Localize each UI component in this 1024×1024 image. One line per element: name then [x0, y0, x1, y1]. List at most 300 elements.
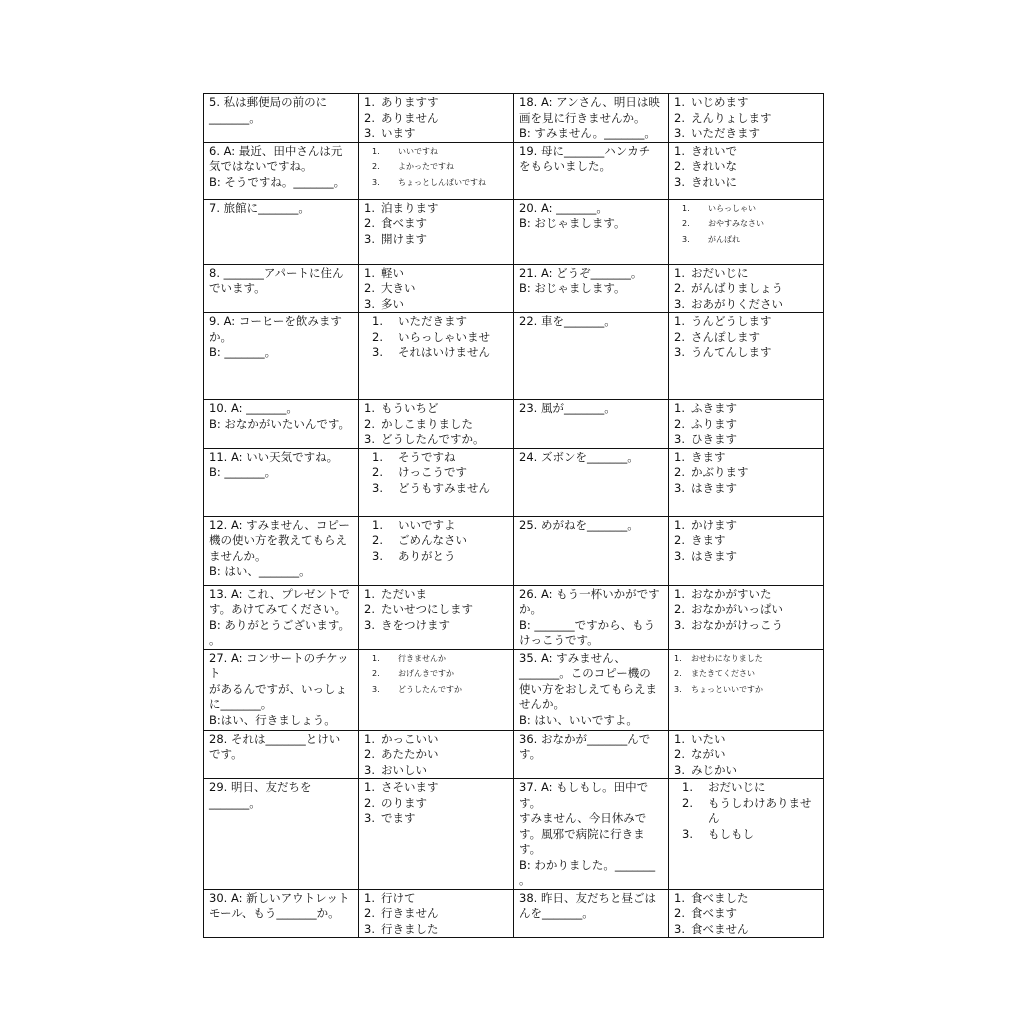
question-text: 8. _______アパートに住ん [209, 265, 344, 280]
option-number: 3. [364, 432, 375, 446]
option-text: さんぽします [691, 329, 760, 344]
option-number: 2. [372, 533, 383, 547]
option-text: きます [691, 533, 726, 547]
options-list [364, 891, 509, 938]
option-number: 2. [364, 906, 375, 920]
option-number: 3. [674, 480, 685, 495]
options-list [674, 587, 819, 634]
options-cell [669, 779, 824, 890]
question-text: B: はい、いいですよ。 [519, 712, 638, 727]
option-item [364, 201, 509, 217]
question-text: すみません、今日休みで [519, 811, 647, 825]
question-text: B: おなかがいたいんです。 [209, 416, 350, 431]
question-text: 28. それは_______とけい [209, 731, 341, 746]
option-number: 2. [674, 747, 685, 761]
question-text: 27. A: コンサートのチケット [209, 650, 349, 680]
question-text: 18. A: アンさん、明日は映 [519, 95, 660, 109]
question-text: か。 [519, 602, 542, 616]
question-cell [204, 142, 359, 199]
option-number: 2. [364, 747, 375, 761]
options-list [364, 651, 509, 698]
options-list [674, 450, 819, 497]
question-cell [204, 264, 359, 313]
question-text: B: _______。 [209, 345, 277, 359]
options-list [364, 266, 509, 313]
option-text: いらっしゃいませ [398, 329, 490, 344]
question-text: B: はい、_______。 [209, 564, 311, 578]
option-item [364, 763, 509, 779]
option-text: ながい [691, 747, 726, 761]
question-text: 10. A: _______。 [209, 401, 298, 415]
option-text: はきます [691, 480, 737, 495]
option-text: それはいけません [398, 345, 490, 359]
option-number: 3. [674, 174, 685, 189]
option-number: 1. [364, 200, 375, 215]
option-item [364, 587, 509, 603]
question-cell [204, 313, 359, 400]
option-text: かっこいい [381, 731, 439, 746]
options-cell [669, 516, 824, 585]
question-text: 29. 明日、友だちを [209, 780, 312, 794]
option-item [364, 906, 509, 922]
option-text: 食べます [381, 216, 427, 230]
option-text: おげんきですか [398, 669, 454, 678]
option-item [674, 666, 819, 682]
options-cell [359, 264, 514, 313]
options-list [674, 651, 819, 698]
question-text: B: わかりました。_______ [519, 857, 656, 872]
option-text: 軽い [381, 265, 404, 280]
question-text: ませんか。 [209, 548, 267, 563]
question-text: _______。 [209, 110, 261, 125]
option-text: きます [691, 449, 726, 464]
question-text: 20. A: _______。 [519, 200, 608, 215]
option-text: ただいま [381, 586, 427, 601]
option-text: ちょっとしんぱいですね [398, 177, 486, 187]
option-number: 3. [372, 548, 383, 563]
option-item [364, 549, 509, 565]
option-text: どうしたんですか。 [381, 432, 485, 446]
option-text: 食べません [691, 921, 749, 936]
question-row [204, 313, 824, 400]
option-text: います [381, 126, 416, 140]
option-number: 3. [674, 296, 685, 311]
option-item [364, 297, 509, 313]
option-text: きをつけます [381, 617, 450, 632]
question-text: 22. 車を_______。 [519, 314, 616, 328]
question-cell [514, 264, 669, 313]
worksheet [203, 93, 823, 938]
question-text: 12. A: すみません、コピー [209, 517, 350, 532]
option-item [674, 827, 819, 843]
question-text: 38. 昨日、友だちと昼ごは [519, 890, 656, 905]
option-item [674, 481, 819, 497]
options-cell [359, 516, 514, 585]
question-text: モール、もう_______か。 [209, 906, 340, 920]
option-text: ありません [381, 110, 439, 125]
question-row [204, 400, 824, 449]
option-item [674, 891, 819, 907]
option-item [364, 811, 509, 827]
option-item [674, 922, 819, 938]
question-cell [514, 585, 669, 649]
option-item [674, 126, 819, 142]
question-cell [514, 889, 669, 938]
question-text: B: _______。 [209, 465, 277, 479]
options-cell [669, 94, 824, 143]
question-cell [204, 448, 359, 516]
option-number: 3. [682, 826, 693, 841]
question-text: 5. 私は郵便局の前のに [209, 95, 328, 109]
option-text: みじかい [691, 762, 737, 777]
question-text: に_______。 [209, 697, 273, 711]
option-number: 1. [372, 146, 380, 156]
option-number: 1. [364, 890, 375, 905]
question-text: す。 [519, 747, 542, 761]
option-number: 2. [372, 329, 383, 344]
question-text: 使い方をおしえてもらえま [519, 681, 657, 696]
option-item [364, 481, 509, 497]
question-row [204, 889, 824, 938]
question-text: せんか。 [519, 697, 565, 711]
option-item [674, 144, 819, 160]
option-item [364, 432, 509, 448]
option-text: 行きませんか [398, 653, 446, 663]
option-number: 2. [372, 465, 383, 479]
question-cell [204, 889, 359, 938]
question-cell [204, 94, 359, 143]
question-cell [514, 448, 669, 516]
option-number: 3. [364, 231, 375, 246]
options-list [674, 314, 819, 361]
option-number: 2. [674, 110, 685, 125]
option-item [674, 401, 819, 417]
option-number: 1. [674, 314, 685, 328]
question-text: けっこうです。 [519, 633, 599, 647]
options-cell [669, 730, 824, 779]
option-item [364, 232, 509, 248]
options-list [364, 450, 509, 497]
option-number: 2. [674, 533, 685, 547]
option-number: 2. [364, 416, 375, 431]
option-number: 2. [364, 795, 375, 810]
option-number: 2. [682, 219, 690, 228]
option-item [674, 159, 819, 175]
question-text: 25. めがねを_______。 [519, 517, 639, 532]
option-text: おなかがすいた [691, 586, 772, 601]
option-number: 1. [372, 314, 383, 328]
question-row [204, 448, 824, 516]
option-text: ありがとう [398, 548, 456, 563]
question-text: 。 [519, 873, 531, 887]
question-text: んを_______。 [519, 906, 594, 920]
option-item [674, 518, 819, 534]
option-number: 3. [372, 684, 380, 694]
option-number: 1. [364, 731, 375, 746]
options-list [674, 780, 819, 842]
options-list [674, 732, 819, 779]
option-text: ごめんなさい [398, 533, 467, 547]
option-item [674, 651, 819, 667]
option-number: 2. [364, 216, 375, 230]
option-text: いいですよ [398, 517, 456, 532]
option-item [674, 417, 819, 433]
option-number: 2. [674, 281, 685, 295]
options-list [364, 144, 509, 191]
option-item [364, 144, 509, 160]
option-number: 1. [682, 203, 690, 213]
option-text: けっこうです [398, 465, 467, 479]
question-text: があるんですが、いっしょ [209, 681, 347, 696]
option-item [674, 796, 819, 827]
options-list [674, 95, 819, 142]
option-number: 3. [674, 762, 685, 777]
question-text: 19. 母に_______ハンカチ [519, 143, 651, 158]
option-item [364, 95, 509, 111]
options-cell [669, 649, 824, 730]
option-number: 2. [372, 669, 380, 678]
question-row [204, 779, 824, 890]
option-text: 大きい [381, 281, 416, 295]
question-text: 23. 風が_______。 [519, 401, 616, 415]
option-text: うんどうします [691, 314, 772, 328]
option-number: 2. [674, 329, 685, 344]
option-number: 1. [372, 653, 380, 663]
question-text: 26. A: もう一杯いかがです [519, 586, 660, 601]
option-text: えんりょします [691, 110, 772, 125]
option-text: たいせつにします [381, 602, 473, 616]
question-text: 6. A: 最近、田中さんは元 [209, 143, 343, 158]
question-text: 21. A: どうぞ_______。 [519, 265, 643, 280]
option-item [364, 111, 509, 127]
option-item [364, 281, 509, 297]
option-number: 1. [674, 517, 685, 532]
option-item [364, 126, 509, 142]
option-text: ふります [691, 416, 737, 431]
option-text: ありますす [381, 95, 439, 109]
option-text: あたたかい [381, 747, 439, 761]
question-row [204, 649, 824, 730]
option-number: 2. [372, 162, 380, 171]
option-text: おなかがいっぱい [691, 602, 783, 616]
option-number: 1. [364, 265, 375, 280]
option-item [364, 345, 509, 361]
option-text: いじめます [691, 95, 749, 109]
question-text: 35. A: すみません、 [519, 650, 626, 665]
option-number: 2. [674, 465, 685, 479]
question-text: 機の使い方を教えてもらえ [209, 533, 347, 547]
question-text: 36. おなかが_______んで [519, 731, 651, 746]
question-cell [204, 779, 359, 890]
option-text: いいですね [398, 146, 438, 156]
option-text: がんばれ [708, 234, 740, 244]
option-item [364, 891, 509, 907]
question-cell [514, 649, 669, 730]
question-cell [514, 400, 669, 449]
option-item [674, 175, 819, 191]
option-number: 2. [364, 110, 375, 125]
option-text: 多い [381, 296, 404, 311]
option-item [364, 666, 509, 682]
option-item [364, 651, 509, 667]
question-cell [514, 516, 669, 585]
question-cell [514, 779, 669, 890]
option-number: 1. [674, 653, 682, 663]
option-text: いただきます [398, 314, 467, 328]
option-number: 1. [372, 517, 383, 532]
option-text: 行きました [381, 921, 439, 936]
options-list [674, 518, 819, 565]
option-number: 3. [372, 345, 383, 359]
option-number: 3. [674, 126, 685, 140]
option-number: 2. [364, 281, 375, 295]
question-text: です。 [209, 747, 243, 761]
option-text: よかったですね [398, 162, 454, 171]
option-text: のります [381, 795, 427, 810]
options-list [364, 401, 509, 448]
option-item [674, 314, 819, 330]
option-text: おだいじに [691, 265, 749, 280]
option-item [674, 732, 819, 748]
options-cell [359, 649, 514, 730]
option-item [674, 432, 819, 448]
option-text: おなかがけっこう [691, 617, 783, 632]
question-row [204, 264, 824, 313]
question-text: 11. A: いい天気ですね。 [209, 449, 339, 464]
option-text: どうもすみません [398, 480, 490, 495]
option-number: 1. [372, 449, 383, 464]
options-list [364, 201, 509, 248]
question-text: B: そうですね。_______。 [209, 174, 346, 189]
option-number: 3. [674, 432, 685, 446]
options-cell [669, 889, 824, 938]
option-text: きれいで [691, 143, 737, 158]
option-number: 3. [674, 921, 685, 936]
option-text: もしもし [708, 826, 754, 841]
option-item [364, 266, 509, 282]
option-item [364, 518, 509, 534]
option-item [674, 266, 819, 282]
option-item [364, 450, 509, 466]
option-number: 2. [674, 602, 685, 616]
option-number: 3. [364, 762, 375, 777]
option-number: 3. [674, 345, 685, 359]
option-number: 3. [674, 617, 685, 632]
option-number: 1. [674, 95, 685, 109]
option-text: きれいな [691, 159, 737, 173]
question-text: B: おじゃまします。 [519, 216, 626, 230]
option-item [674, 780, 819, 796]
option-text: かしこまりました [381, 416, 473, 431]
option-number: 3. [372, 177, 380, 187]
question-text: 。 [209, 633, 221, 647]
option-text: いたい [691, 731, 726, 746]
question-table [203, 93, 824, 938]
options-cell [359, 779, 514, 890]
options-list [364, 518, 509, 565]
option-text: おだいじに [708, 780, 766, 794]
question-text: 9. A: コーヒーを飲みます [209, 314, 342, 328]
option-text: いただきます [691, 126, 760, 140]
option-item [364, 922, 509, 938]
option-number: 1. [674, 449, 685, 464]
question-text: B:はい、行きましょう。 [209, 712, 336, 727]
option-text: おやすみなさい [708, 219, 764, 228]
option-text: きれいに [691, 174, 737, 189]
option-number: 3. [674, 548, 685, 563]
options-cell [359, 94, 514, 143]
option-text: 開けます [381, 231, 427, 246]
options-cell [359, 313, 514, 400]
option-item [674, 682, 819, 698]
option-number: 3. [364, 296, 375, 311]
question-text: 画を見に行きませんか。 [519, 110, 646, 125]
option-text: またきてください [691, 669, 755, 678]
options-cell [359, 400, 514, 449]
option-item [674, 906, 819, 922]
option-item [364, 747, 509, 763]
option-number: 1. [674, 401, 685, 415]
option-item [364, 417, 509, 433]
option-item [364, 401, 509, 417]
option-text: でます [381, 811, 416, 825]
option-number: 1. [682, 780, 693, 794]
question-text: B: おじゃまします。 [519, 281, 626, 295]
option-text: 行きません [381, 906, 439, 920]
question-text: B: ありがとうございます。 [209, 617, 350, 632]
question-cell [514, 142, 669, 199]
option-number: 1. [674, 265, 685, 280]
option-item [364, 159, 509, 175]
options-cell [359, 199, 514, 264]
question-text: 気ではないですね。 [209, 159, 313, 173]
option-item [364, 175, 509, 191]
option-text: 行けて [381, 890, 416, 905]
option-number: 2. [674, 159, 685, 173]
question-cell [204, 516, 359, 585]
options-cell [669, 142, 824, 199]
question-cell [514, 730, 669, 779]
option-text: さそいます [381, 780, 439, 794]
option-item [364, 330, 509, 346]
options-list [364, 95, 509, 142]
question-cell [514, 199, 669, 264]
question-text: す。あけてみてください。 [209, 602, 347, 616]
question-row [204, 730, 824, 779]
option-text: かけます [691, 517, 737, 532]
question-text: か。 [209, 329, 232, 344]
options-list [364, 314, 509, 361]
option-number: 1. [674, 890, 685, 905]
option-item [364, 602, 509, 618]
options-list [674, 144, 819, 191]
option-text: 泊まります [381, 200, 439, 215]
option-item [674, 297, 819, 313]
question-text: す。風邪で病院に行きま [519, 826, 645, 841]
option-number: 1. [364, 586, 375, 601]
option-text: がんばりましょう [691, 281, 783, 295]
question-cell [514, 94, 669, 143]
options-cell [669, 199, 824, 264]
option-text: ちょっといいですか [691, 684, 763, 694]
option-item [674, 232, 819, 248]
question-row [204, 585, 824, 649]
question-text: _______。このコピー機の [519, 666, 651, 680]
options-list [674, 891, 819, 938]
option-text: ふきます [691, 401, 737, 415]
option-item [674, 763, 819, 779]
option-number: 2. [674, 416, 685, 431]
